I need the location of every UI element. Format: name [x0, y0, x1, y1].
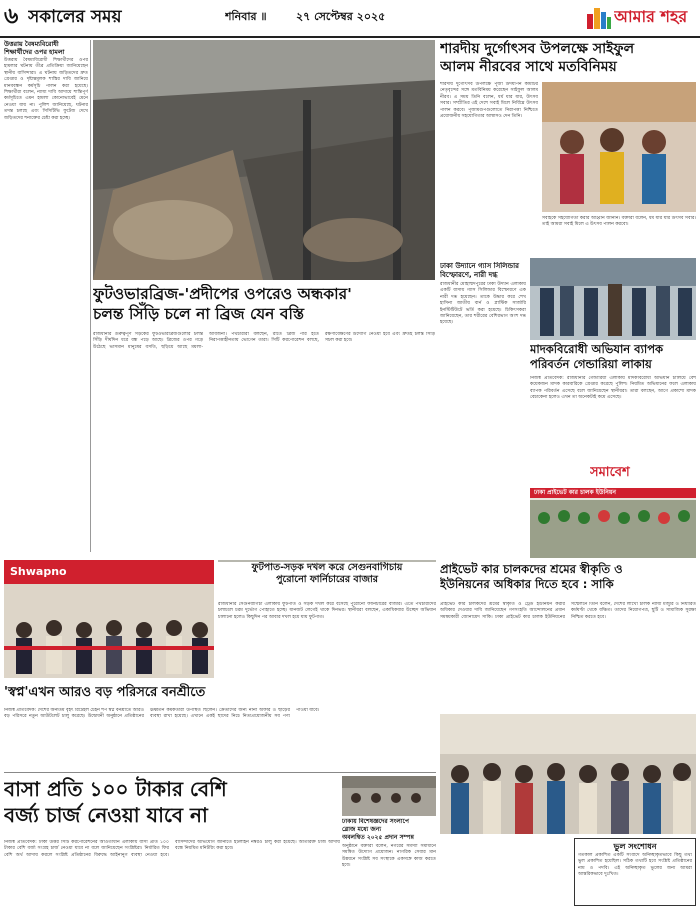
- headline-line1: ঢাকায় বিশেষজ্ঞদের সংলাপে: [342, 818, 409, 825]
- masthead: [0, 0, 700, 36]
- banner-union: ঢাকা প্রাইভেট কার চালক ইউনিয়ন: [534, 489, 617, 496]
- page-number: ৬: [4, 4, 19, 29]
- drug-raid-body: নিজস্ব প্রতিবেদক: রাজধানীর গেন্ডারিয়া এলাকায় মাদকবিরোধী অভিযান চালিয়ে বেশ কয়েকজন মাদক কারবারিকে গ্রেপ্তার করেছে পুলিশ। নিয়মিত অভিযানের ফলে এলাকায় ব্যাপক পরিবর্তন এসেছে বলে জানিয়েছেন স্থানীয়রা। তারা বলছেন, আগে প্রকাশ্যে মাদক বেচাকেনা হলেও এখন তা অনেকটাই কমে এসেছে।: [530, 376, 696, 401]
- rally-photo: [440, 714, 696, 834]
- shwapno-photo: [4, 560, 214, 678]
- swapno-headline-box: [4, 682, 214, 706]
- section-name: আমার শহর: [614, 7, 688, 26]
- driver-union-body: প্রাইভেট কার চালকদের শ্রমের স্বীকৃতি ও ট্রেড ইউনিয়ন করার অধিকার দেওয়ার দাবি জানিয়েছেন গণসংহতি আন্দোলনের প্রধান সমন্বয়কারী জোনায়েদ সাকি। ঢাকা প্রাইভেট কার চালক ইউনিয়নের সম্মেলনে তিনি বলেন, দেশের লাখো চালক ন্যায্য মজুরি ও নির্ধারিত কর্মঘণ্টা থেকে বঞ্চিত। তাদের নিয়োগপত্র, ছুটি ও সামাজিক সুরক্ষা নিশ্চিত করতে হবে।: [440, 602, 696, 620]
- headline-line1: শারদীয় দুর্গোৎসব উপলক্ষে সাইফুল: [440, 41, 635, 57]
- section-logo: [586, 2, 696, 32]
- driver-union-body-cont: [440, 838, 570, 906]
- headline-line1: মাদকবিরোধী অভিযান ব্যাপক: [530, 342, 664, 356]
- seminar-photo: [342, 776, 436, 816]
- drug-raid-photo: [530, 258, 696, 340]
- driver-union-photo: [530, 458, 696, 558]
- article-body: উত্তরায় বৈষম্যবিরোধী শিক্ষার্থীদের ওপর হামলার ঘটনায় তীব্র প্রতিক্রিয়া জানিয়েছেন স্থানীয় বাসিন্দারা। এ ঘটনায় জড়িতদের দ্রুত গ্রেপ্তার ও দৃষ্টান্তমূলক শাস্তির দাবি জানিয়ে মানববন্ধন কর্মসূচি পালন করা হয়েছে। শিক্ষার্থীরা বলেন, ন্যায্য দাবি আদায়ে শান্তিপূর্ণ কর্মসূচিতে এমন হামলা কোনোভাবেই মেনে নেওয়া যায় না। পুলিশ জানিয়েছে, ঘটনার তদন্ত চলছে এবং সিসিটিভি ফুটেজ দেখে জড়িতদের শনাক্তের চেষ্টা করা হচ্ছে।: [4, 58, 88, 121]
- masthead-rule: [0, 36, 700, 38]
- swapno-body: নিজস্ব প্রতিবেদক: দেশের অন্যতম বৃহৎ রিটেইল চেইন শপ স্বপ্ন বনশ্রীতে আরও বড় পরিসরে নতুন আউটলেট চালু করেছে। উদ্বোধনী অনুষ্ঠানে প্রতিষ্ঠানের ঊর্ধ্বতন কর্মকর্তারা উপস্থিত ছিলেন। ক্রেতাদের জন্য নানা অফার ও ছাড়ের ব্যবস্থা রাখা হয়েছে। এখানে একই ছাদের নিচে নিত্যপ্রয়োজনীয় সব পণ্য পাওয়া যাবে।: [4, 708, 320, 720]
- furniture-headline: [218, 562, 436, 602]
- shwapno-logo: Shwapno: [10, 565, 67, 578]
- headline-line1: ফুটপাত-সড়ক দখল করে সেগুনবাগিচায়: [251, 562, 403, 573]
- article-body: রাজধানীর মোহাম্মদপুরের ঢাকা উদ্যান এলাকায় একটি বাসায় গ্যাস সিলিন্ডার বিস্ফোরণে এক নারী দগ্ধ হয়েছেন। তাকে উদ্ধার করে শেখ হাসিনা জাতীয় বার্ন ও প্লাস্টিক সার্জারি ইনস্টিটিউটে ভর্তি করা হয়েছে। চিকিৎসকরা জানিয়েছেন, তার শরীরের বেশিরভাগ অংশ দগ্ধ হয়েছে।: [440, 282, 526, 326]
- issue-date: ২৭ সেপ্টেম্বর ২০২৫: [296, 10, 386, 23]
- headline: 'স্বপ্ন'এখন আরও বড় পরিসরে বনশ্রীতে: [4, 685, 206, 700]
- durga-puja-photo: [542, 82, 696, 212]
- banner-samabesh: সমাবেশ: [590, 465, 630, 480]
- footbridge-photo: [93, 40, 435, 280]
- article-body: অনুষ্ঠানে বক্তারা বলেন, নগরের সমস্যা সমাধানে সমন্বিত উদ্যোগ প্রয়োজন। নাগরিক সেবার মান উন্নয়নে সংশ্লিষ্ট সব সংস্থাকে একসঙ্গে কাজ করতে হবে।: [342, 844, 436, 869]
- article-anti-discrimination: [4, 40, 88, 550]
- article-body: শারদীয় দুর্গোৎসব উপলক্ষে পূজা উদযাপন কমিটির নেতৃবৃন্দের সঙ্গে মতবিনিময় করেছেন সাইফুল আলম নীরব। এ সময় তিনি বলেন, ধর্ম যার যার, উৎসব সবার। সম্প্রীতির এই দেশে সবাই মিলে নির্বিঘ্নে উৎসব পালন করবে। পূজামণ্ডপগুলোতে নিরাপত্তা নিশ্চিতে প্রয়োজনীয় সহযোগিতার আশ্বাসও দেন তিনি।: [440, 82, 538, 120]
- section-rule: [4, 772, 436, 773]
- headline-line1: বাসা প্রতি ১০০ টাকার বেশি: [4, 777, 227, 801]
- correction-title: ভুল সংশোধন: [613, 842, 657, 851]
- paper-name: সকালের সময়: [28, 7, 122, 27]
- article-gas-fire: [440, 262, 526, 557]
- headline: উত্তরায় বৈষম্যবিরোধী শিক্ষার্থীদের ওপর হামলা: [4, 40, 65, 56]
- headline-line2: বিস্ফোরণে, নারী দগ্ধ: [440, 271, 498, 279]
- headline-line2: পুরোনো ফার্নিচারের বাজার: [276, 574, 378, 585]
- correction-box: [574, 838, 696, 906]
- article-waste-charge: [4, 776, 340, 838]
- article-durga-puja: [440, 40, 696, 255]
- city-skyline-icon: [586, 4, 612, 30]
- furniture-body: রাজধানীর সেগুনবাগিচা এলাকায় ফুটপাত ও সড়ক দখল করে বসেছে পুরোনো ফার্নিচারের বাজার। এতে পথচারীদের চলাচলে চরম দুর্ভোগ পোহাতে হচ্ছে। যানজট লেগেই থাকে দিনভর। স্থানীয়রা বলছেন, একাধিকবার উচ্ছেদ অভিযান চালানো হলেও কিছুদিন পর আবার দখল হয়ে যায় ফুটপাত।: [218, 602, 436, 678]
- article-driver-union: [440, 562, 696, 598]
- headline-line2: আলম নীরবের সাথে মতবিনিময়: [440, 59, 617, 75]
- headline-line1: প্রাইভেট কার চালকদের শ্রমের স্বীকৃতি ও: [440, 562, 623, 576]
- correction-body: গতকাল প্রকাশিত একটি সংবাদে অনিচ্ছাকৃতভাবে কিছু তথ্য ভুল প্রকাশিত হয়েছিল। সঠিক তথ্যটি হবে সংশ্লিষ্ট প্রতিষ্ঠানের নাম ও পদবি। এই অনিচ্ছাকৃত ভুলের জন্য আমরা আন্তরিকভাবে দুঃখিত।: [578, 853, 692, 878]
- article-seminar: [342, 818, 436, 906]
- headline-line2: বর্জ্য চার্জ নেওয়া যাবে না: [4, 803, 208, 827]
- column-divider: [90, 40, 91, 552]
- headline-line2: ইউনিয়নের অধিকার দিতে হবে : সাকি: [440, 577, 614, 591]
- headline-line2: পরিবর্তন গেন্ডারিয়া লাকায়: [530, 357, 652, 371]
- waste-charge-body: নিজস্ব প্রতিবেদক: ঢাকা উত্তর সিটি করপোরেশনের আওতাধীন এলাকায় বাসা প্রতি ১০০ টাকার বেশি বর্জ্য সংগ্রহ চার্জ নেওয়া যাবে না বলে জানিয়েছেন সংশ্লিষ্টরা। নির্ধারিত ফির বেশি অর্থ আদায় করলে সংশ্লিষ্ট প্রতিষ্ঠানের বিরুদ্ধে আইনানুগ ব্যবস্থা নেওয়া হবে। বাসিন্দাদের অভিযোগ জানাতে হটলাইন নম্বরও চালু করা হয়েছে। অতিরিক্ত চার্জ আদায় বন্ধে নিয়মিত মনিটরিং করা হবে।: [4, 840, 340, 858]
- headline-line2: চলন্ত সিঁড়ি চলে না ব্রিজ যেন বস্তি: [93, 305, 305, 323]
- article-footbridge: [93, 284, 435, 584]
- photo-caption: সবাইকে সহযোগিতা করার আহ্বান জানান। বক্তারা বলেন, ধর্ম যার যার উৎসব সবার। তাই আমরা সবাই মিলে এ উৎসব পালন করবো।: [542, 216, 696, 228]
- headline-line2: ব্লোজ মধ্যে জন্য: [342, 826, 382, 833]
- headline-line1: ঢাকা উদ্যানে গ্যাস সিলিন্ডার: [440, 262, 519, 270]
- issue-day: শনিবার ॥: [225, 10, 267, 23]
- headline-line3: অবলম্বিত ২০২৫ প্রদান সম্পন্ন: [342, 834, 414, 841]
- headline-line1: ফুটওভারব্রিজ-'প্রদীপের ওপরেও অন্ধকার': [93, 285, 352, 303]
- article-body: রাজধানীর গুরুত্বপূর্ণ সড়কের ফুটওভারব্রিজগুলোর চলন্ত সিঁড়ি দীর্ঘদিন ধরে বন্ধ পড়ে আছে। ব্রিজের ওপর গড়ে উঠেছে ভাসমান মানুষের বসতি, ছড়িয়ে আছে ময়লা-আবর্জনা। পথচারীরা বলছেন, রাতে ব্রিজ পার হতে নিরাপত্তাহীনতায় ভোগেন তারা। সিটি করপোরেশন বলছে, রক্ষণাবেক্ষণের উদ্যোগ নেওয়া হবে এবং দ্রুতই চলন্ত সিঁড়ি সচল করা হবে।: [93, 332, 435, 350]
